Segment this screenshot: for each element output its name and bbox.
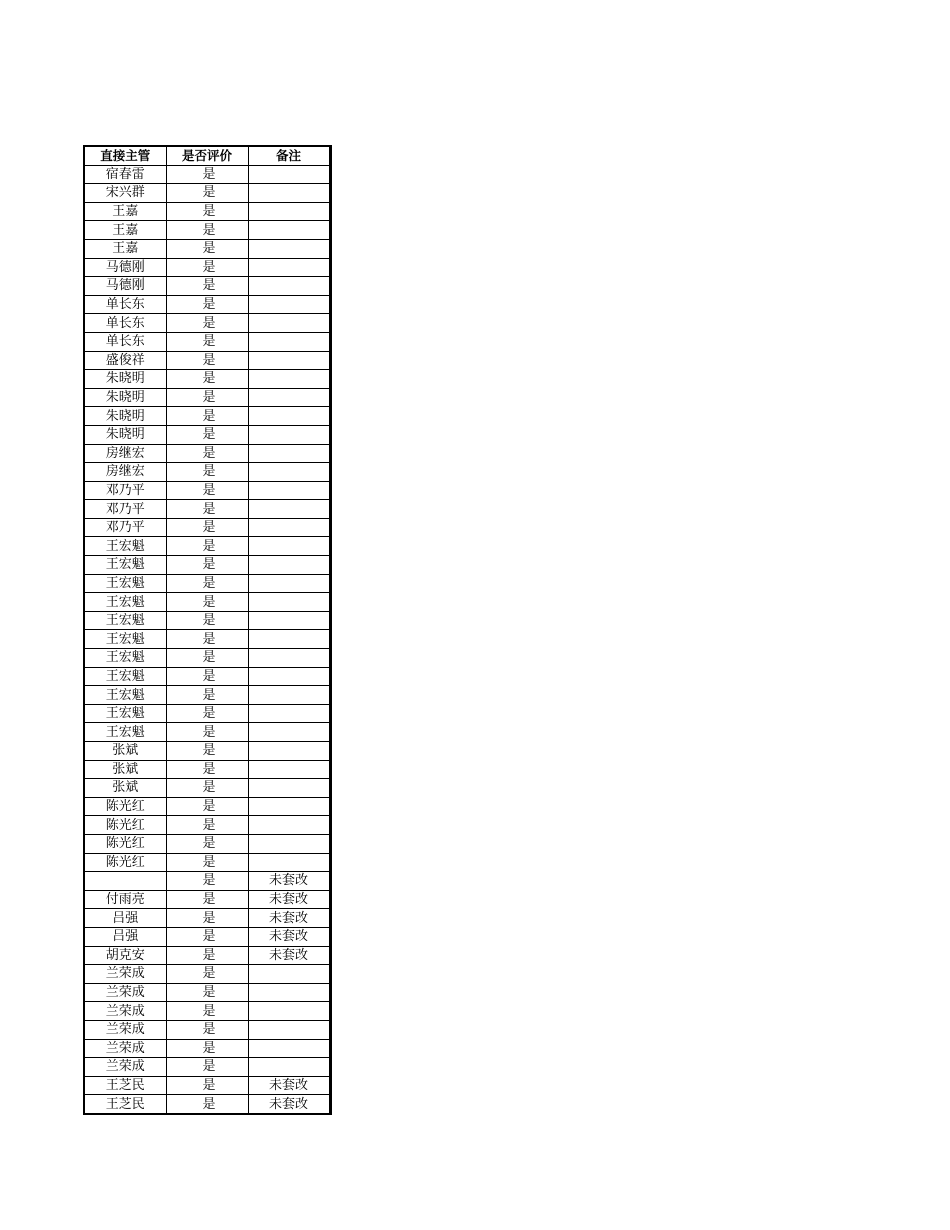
table-row xyxy=(84,481,330,500)
table-row xyxy=(84,165,330,184)
table-row xyxy=(84,1020,330,1039)
cell-supervisor: 宋兴群 xyxy=(84,184,166,203)
cell-evaluated: 是 xyxy=(166,686,248,705)
header-remarks: 备注 xyxy=(248,146,330,165)
cell-supervisor: 单长东 xyxy=(84,295,166,314)
table-row xyxy=(84,723,330,742)
table-row xyxy=(84,909,330,928)
table-row xyxy=(84,760,330,779)
cell-supervisor: 付雨亮 xyxy=(84,890,166,909)
cell-evaluated: 是 xyxy=(166,742,248,761)
cell-supervisor: 盛俊祥 xyxy=(84,351,166,370)
cell-remarks: 未套改 xyxy=(248,1076,330,1095)
cell-evaluated: 是 xyxy=(166,667,248,686)
cell-evaluated: 是 xyxy=(166,239,248,258)
cell-remarks: 未套改 xyxy=(248,1095,330,1114)
cell-evaluated: 是 xyxy=(166,1039,248,1058)
cell-supervisor: 王宏魁 xyxy=(84,593,166,612)
cell-supervisor: 吕强 xyxy=(84,909,166,928)
cell-evaluated: 是 xyxy=(166,1020,248,1039)
cell-remarks xyxy=(248,258,330,277)
cell-evaluated: 是 xyxy=(166,593,248,612)
cell-remarks xyxy=(248,1020,330,1039)
cell-remarks xyxy=(248,779,330,798)
cell-evaluated: 是 xyxy=(166,463,248,482)
evaluation-table xyxy=(83,145,332,1115)
cell-evaluated: 是 xyxy=(166,1058,248,1077)
cell-supervisor: 王宏魁 xyxy=(84,686,166,705)
cell-remarks xyxy=(248,388,330,407)
cell-supervisor: 王宏魁 xyxy=(84,574,166,593)
cell-supervisor: 吕强 xyxy=(84,927,166,946)
cell-remarks xyxy=(248,407,330,426)
table-row xyxy=(84,872,330,891)
cell-evaluated: 是 xyxy=(166,909,248,928)
cell-evaluated: 是 xyxy=(166,407,248,426)
cell-remarks xyxy=(248,351,330,370)
cell-evaluated: 是 xyxy=(166,314,248,333)
cell-evaluated: 是 xyxy=(166,723,248,742)
cell-evaluated: 是 xyxy=(166,574,248,593)
cell-evaluated: 是 xyxy=(166,611,248,630)
cell-evaluated: 是 xyxy=(166,351,248,370)
cell-remarks xyxy=(248,797,330,816)
cell-remarks: 未套改 xyxy=(248,927,330,946)
table-row xyxy=(84,370,330,389)
cell-evaluated: 是 xyxy=(166,556,248,575)
cell-evaluated: 是 xyxy=(166,184,248,203)
table-row xyxy=(84,965,330,984)
cell-remarks xyxy=(248,723,330,742)
cell-supervisor: 王宏魁 xyxy=(84,667,166,686)
table-row xyxy=(84,667,330,686)
cell-supervisor: 张斌 xyxy=(84,742,166,761)
table-row xyxy=(84,351,330,370)
cell-evaluated: 是 xyxy=(166,1002,248,1021)
cell-remarks xyxy=(248,184,330,203)
cell-supervisor: 马德刚 xyxy=(84,258,166,277)
cell-evaluated: 是 xyxy=(166,481,248,500)
cell-supervisor: 单长东 xyxy=(84,314,166,333)
cell-supervisor: 兰荣成 xyxy=(84,1039,166,1058)
table-row xyxy=(84,704,330,723)
cell-remarks xyxy=(248,667,330,686)
cell-supervisor: 王宏魁 xyxy=(84,611,166,630)
cell-supervisor: 胡克安 xyxy=(84,946,166,965)
cell-evaluated: 是 xyxy=(166,983,248,1002)
cell-evaluated: 是 xyxy=(166,277,248,296)
cell-supervisor: 张斌 xyxy=(84,779,166,798)
cell-evaluated: 是 xyxy=(166,370,248,389)
cell-remarks xyxy=(248,1058,330,1077)
cell-remarks xyxy=(248,202,330,221)
cell-remarks xyxy=(248,593,330,612)
cell-supervisor: 王宏魁 xyxy=(84,537,166,556)
cell-supervisor: 邓乃平 xyxy=(84,518,166,537)
table-row xyxy=(84,500,330,519)
cell-remarks: 未套改 xyxy=(248,872,330,891)
table-row xyxy=(84,444,330,463)
cell-supervisor: 兰荣成 xyxy=(84,983,166,1002)
cell-evaluated: 是 xyxy=(166,165,248,184)
cell-evaluated: 是 xyxy=(166,797,248,816)
table-row xyxy=(84,518,330,537)
table-row xyxy=(84,853,330,872)
cell-evaluated: 是 xyxy=(166,332,248,351)
cell-remarks xyxy=(248,332,330,351)
cell-supervisor: 王宏魁 xyxy=(84,630,166,649)
cell-remarks xyxy=(248,816,330,835)
table-row xyxy=(84,686,330,705)
cell-supervisor: 王芝民 xyxy=(84,1095,166,1114)
table-row xyxy=(84,630,330,649)
table-row xyxy=(84,184,330,203)
cell-remarks: 未套改 xyxy=(248,946,330,965)
cell-supervisor: 兰荣成 xyxy=(84,1058,166,1077)
cell-evaluated: 是 xyxy=(166,834,248,853)
table-row xyxy=(84,797,330,816)
cell-remarks xyxy=(248,853,330,872)
cell-evaluated: 是 xyxy=(166,388,248,407)
table-row xyxy=(84,1058,330,1077)
table-row xyxy=(84,1002,330,1021)
cell-evaluated: 是 xyxy=(166,221,248,240)
table-row xyxy=(84,890,330,909)
cell-remarks xyxy=(248,537,330,556)
table-row xyxy=(84,556,330,575)
cell-evaluated: 是 xyxy=(166,630,248,649)
cell-evaluated: 是 xyxy=(166,518,248,537)
cell-remarks: 未套改 xyxy=(248,890,330,909)
cell-evaluated: 是 xyxy=(166,537,248,556)
cell-remarks xyxy=(248,239,330,258)
header-row xyxy=(84,146,330,165)
table-row xyxy=(84,202,330,221)
cell-supervisor: 王嘉 xyxy=(84,202,166,221)
table-row xyxy=(84,258,330,277)
cell-supervisor: 房继宏 xyxy=(84,444,166,463)
cell-evaluated: 是 xyxy=(166,946,248,965)
cell-evaluated: 是 xyxy=(166,890,248,909)
table-row xyxy=(84,1039,330,1058)
cell-remarks xyxy=(248,295,330,314)
cell-supervisor: 兰荣成 xyxy=(84,965,166,984)
table-row xyxy=(84,816,330,835)
table-row xyxy=(84,1076,330,1095)
table-row xyxy=(84,463,330,482)
cell-supervisor: 朱晓明 xyxy=(84,407,166,426)
cell-evaluated: 是 xyxy=(166,704,248,723)
cell-remarks xyxy=(248,574,330,593)
cell-supervisor: 陈光红 xyxy=(84,816,166,835)
cell-remarks xyxy=(248,277,330,296)
cell-evaluated: 是 xyxy=(166,779,248,798)
cell-supervisor: 朱晓明 xyxy=(84,370,166,389)
cell-supervisor: 王芝民 xyxy=(84,1076,166,1095)
cell-remarks xyxy=(248,649,330,668)
header-evaluated: 是否评价 xyxy=(166,146,248,165)
cell-evaluated: 是 xyxy=(166,444,248,463)
cell-evaluated: 是 xyxy=(166,816,248,835)
cell-evaluated: 是 xyxy=(166,927,248,946)
cell-remarks xyxy=(248,742,330,761)
table-row xyxy=(84,574,330,593)
cell-supervisor: 房继宏 xyxy=(84,463,166,482)
cell-remarks xyxy=(248,314,330,333)
cell-remarks xyxy=(248,965,330,984)
cell-supervisor: 王宏魁 xyxy=(84,649,166,668)
cell-supervisor: 邓乃平 xyxy=(84,500,166,519)
cell-evaluated: 是 xyxy=(166,425,248,444)
cell-evaluated: 是 xyxy=(166,872,248,891)
header-supervisor: 直接主管 xyxy=(84,146,166,165)
cell-supervisor: 王嘉 xyxy=(84,221,166,240)
cell-evaluated: 是 xyxy=(166,258,248,277)
cell-supervisor: 王宏魁 xyxy=(84,704,166,723)
cell-remarks xyxy=(248,1039,330,1058)
cell-supervisor: 宿春雷 xyxy=(84,165,166,184)
cell-supervisor: 兰荣成 xyxy=(84,1002,166,1021)
cell-evaluated: 是 xyxy=(166,965,248,984)
table-row xyxy=(84,295,330,314)
cell-remarks xyxy=(248,630,330,649)
cell-supervisor: 邓乃平 xyxy=(84,481,166,500)
table-row xyxy=(84,927,330,946)
cell-remarks xyxy=(248,704,330,723)
cell-remarks xyxy=(248,611,330,630)
cell-remarks xyxy=(248,556,330,575)
cell-supervisor xyxy=(84,872,166,891)
table-row xyxy=(84,221,330,240)
table-row xyxy=(84,239,330,258)
table-row xyxy=(84,1095,330,1114)
cell-supervisor: 兰荣成 xyxy=(84,1020,166,1039)
cell-evaluated: 是 xyxy=(166,760,248,779)
table-row xyxy=(84,537,330,556)
cell-supervisor: 朱晓明 xyxy=(84,425,166,444)
cell-remarks xyxy=(248,760,330,779)
table-row xyxy=(84,332,330,351)
table-row xyxy=(84,277,330,296)
table-row xyxy=(84,314,330,333)
cell-remarks xyxy=(248,500,330,519)
table-row xyxy=(84,834,330,853)
table-row xyxy=(84,742,330,761)
cell-remarks: 未套改 xyxy=(248,909,330,928)
cell-supervisor: 陈光红 xyxy=(84,797,166,816)
cell-evaluated: 是 xyxy=(166,500,248,519)
cell-remarks xyxy=(248,686,330,705)
cell-remarks xyxy=(248,1002,330,1021)
cell-supervisor: 马德刚 xyxy=(84,277,166,296)
cell-remarks xyxy=(248,370,330,389)
table-row xyxy=(84,425,330,444)
cell-supervisor: 王嘉 xyxy=(84,239,166,258)
table-row xyxy=(84,649,330,668)
cell-remarks xyxy=(248,518,330,537)
cell-remarks xyxy=(248,221,330,240)
cell-evaluated: 是 xyxy=(166,1095,248,1114)
cell-supervisor: 陈光红 xyxy=(84,834,166,853)
table-row xyxy=(84,983,330,1002)
cell-supervisor: 朱晓明 xyxy=(84,388,166,407)
cell-evaluated: 是 xyxy=(166,1076,248,1095)
cell-remarks xyxy=(248,425,330,444)
cell-remarks xyxy=(248,463,330,482)
table-row xyxy=(84,779,330,798)
cell-supervisor: 张斌 xyxy=(84,760,166,779)
cell-evaluated: 是 xyxy=(166,295,248,314)
cell-remarks xyxy=(248,481,330,500)
cell-remarks xyxy=(248,834,330,853)
table-row xyxy=(84,593,330,612)
cell-evaluated: 是 xyxy=(166,853,248,872)
cell-supervisor: 王宏魁 xyxy=(84,723,166,742)
table-row xyxy=(84,388,330,407)
cell-supervisor: 单长东 xyxy=(84,332,166,351)
cell-remarks xyxy=(248,983,330,1002)
table-row xyxy=(84,611,330,630)
table-row xyxy=(84,946,330,965)
cell-remarks xyxy=(248,165,330,184)
table-body xyxy=(84,165,330,1114)
cell-evaluated: 是 xyxy=(166,649,248,668)
cell-evaluated: 是 xyxy=(166,202,248,221)
cell-remarks xyxy=(248,444,330,463)
table-row xyxy=(84,407,330,426)
cell-supervisor: 陈光红 xyxy=(84,853,166,872)
cell-supervisor: 王宏魁 xyxy=(84,556,166,575)
